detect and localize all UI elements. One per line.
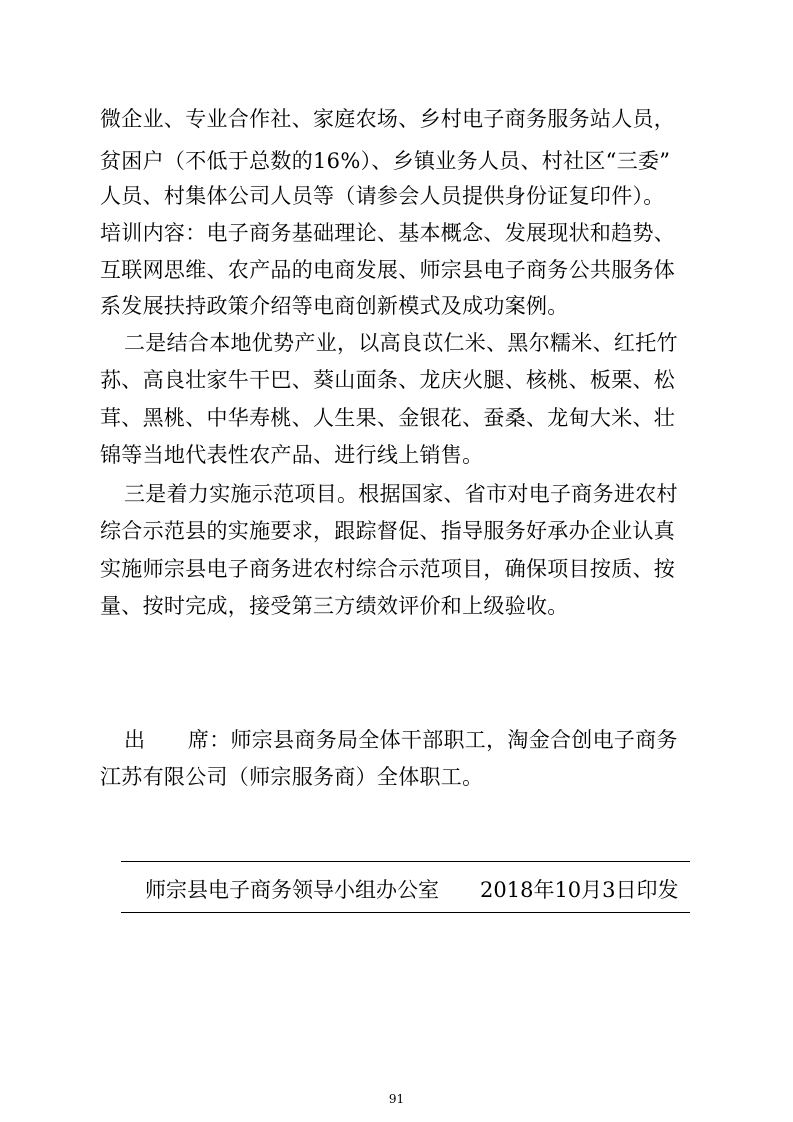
body-line: 锦等当地代表性农产品、进行线上销售。 <box>100 443 484 467</box>
body-line: 互联网思维、农产品的电商发展、师宗县电子商务公共服务体 <box>100 258 676 282</box>
issuer-name: 师宗县电子商务领导小组办公室 <box>145 878 439 902</box>
body-line: 综合示范县的实施要求，跟踪督促、指导服务好承办企业认真 <box>100 519 676 543</box>
attendance-line: 江苏有限公司（师宗服务商）全体职工。 <box>100 765 484 789</box>
body-line: 三是着力实施示范项目。根据国家、省市对电子商务进农村 <box>124 482 678 506</box>
body-line: 贫困户（不低于总数的16%）、乡镇业务人员、村社区“三委” <box>100 149 671 173</box>
issue-date: 2018年10月3日印发 <box>480 878 679 902</box>
body-line: 系发展扶持政策介绍等电商创新模式及成功案例。 <box>100 294 569 318</box>
body-line: 实施师宗县电子商务进农村综合示范项目，确保项目按质、按 <box>100 557 676 581</box>
body-line: 人员、村集体公司人员等（请参会人员提供身份证复印件）。 <box>100 184 665 208</box>
body-line: 微企业、专业合作社、家庭农场、乡村电子商务服务站人员， <box>100 107 676 131</box>
footer-bottom-rule <box>121 912 690 913</box>
body-line: 二是结合本地优势产业，以高良苡仁米、黑尔糯米、红托竹 <box>124 331 678 355</box>
footer-top-rule <box>121 861 690 862</box>
attendance-line: 出 席：师宗县商务局全体干部职工，淘金合创电子商务 <box>124 728 678 752</box>
body-line: 荪、高良壮家牛干巴、葵山面条、龙庆火腿、核桃、板栗、松 <box>100 368 676 392</box>
body-line: 培训内容：电子商务基础理论、基本概念、发展现状和趋势、 <box>100 221 676 245</box>
body-line: 茸、黑桃、中华寿桃、人生果、金银花、蚕桑、龙甸大米、壮 <box>100 406 676 430</box>
body-line: 量、按时完成，接受第三方绩效评价和上级验收。 <box>100 594 569 618</box>
page-number: 91 <box>388 1092 405 1106</box>
